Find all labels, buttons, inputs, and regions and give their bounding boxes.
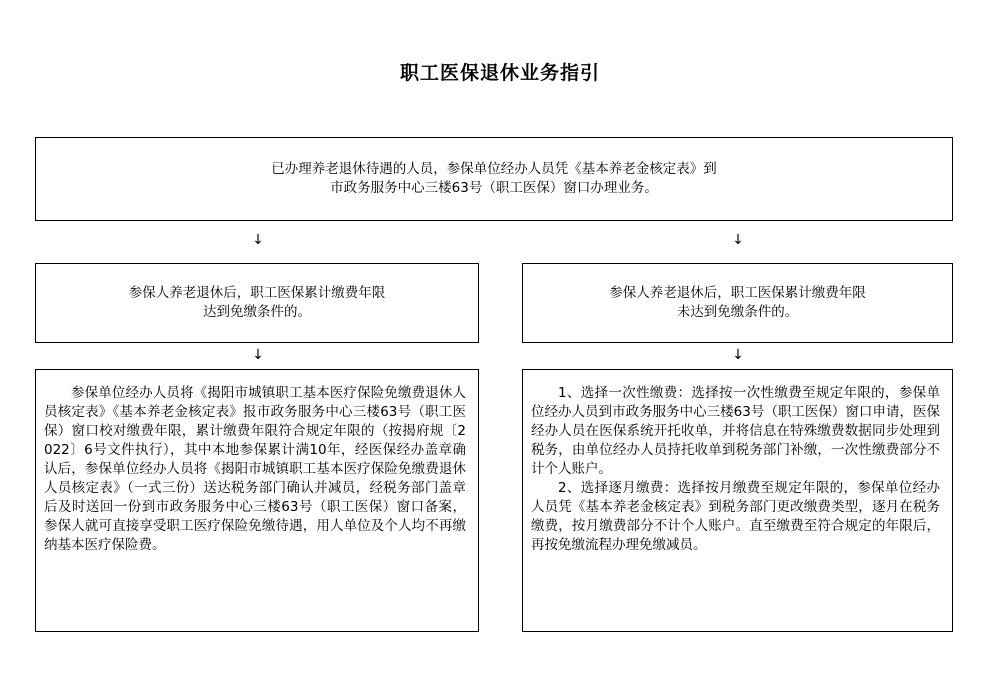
arrow-down-icon: ↓	[732, 347, 744, 363]
condition-met-box	[35, 263, 479, 343]
exemption-procedure-box	[35, 369, 479, 632]
condition-not-met-line2: 未达到免缴条件的。	[676, 304, 799, 320]
top-step-line2: 市政务服务中心三楼63号（职工医保）窗口办理业务。	[330, 180, 658, 196]
exemption-procedure-text: 参保单位经办人员将《揭阳市城镇职工基本医疗保险免缴费退休人员核定表》《基本养老金核定表》报市政务服务中心三楼63号（职工医保）窗口校对缴费年限，累计缴费年限符合规定年限的（按揭府规〔2022〕6号文件执行），其中本地参保累计满10年，经医保经办盖章确认后，参保单位经办人员将《揭阳市城镇职工基本医疗保险免缴费退休人员核定表》（一式三份）送达税务部门确认并减员，经税务部门盖章后及时送回一份到市政务服务中心三楼63号（职工医保）窗口备案，参保人就可直接享受职工医疗保险免缴待遇，用人单位及个人均不再缴纳基本医疗保险费。	[44, 385, 466, 553]
condition-met-line1: 参保人养老退休后，职工医保累计缴费年限	[128, 285, 386, 301]
condition-not-met-line1: 参保人养老退休后，职工医保累计缴费年限	[609, 285, 866, 301]
arrow-down-icon: ↓	[252, 347, 264, 363]
top-step-line1: 已办理养老退休待遇的人员，参保单位经办人员凭《基本养老金核定表》到	[271, 161, 717, 177]
monthly-option-text: 2、选择逐月缴费：选择按月缴费至规定年限的，参保单位经办人员凭《基本养老金核定表》到税务部门更改缴费类型，逐月在税务缴费，按月缴费部分不计个人账户。直至缴费至符合规定的年限后，再按免缴流程办理免缴减员。	[531, 480, 940, 553]
condition-met-line2: 达到免缴条件的。	[203, 304, 311, 320]
page-title: 职工医保退休业务指引	[399, 62, 600, 84]
payment-options-box	[522, 369, 953, 632]
arrow-down-icon: ↓	[252, 232, 264, 248]
condition-not-met-box	[522, 263, 953, 343]
top-step-box	[35, 137, 953, 221]
arrow-down-icon: ↓	[732, 232, 744, 248]
lump-sum-option-text: 1、选择一次性缴费：选择按一次性缴费至规定年限的，参保单位经办人员到市政务服务中心三楼63号（职工医保）窗口申请，医保经办人员在医保系统开托收单，并将信息在特殊缴费数据同步处理到税务，由单位经办人员持托收单到税务部门补缴，一次性缴费部分不计个人账户。	[531, 385, 940, 477]
